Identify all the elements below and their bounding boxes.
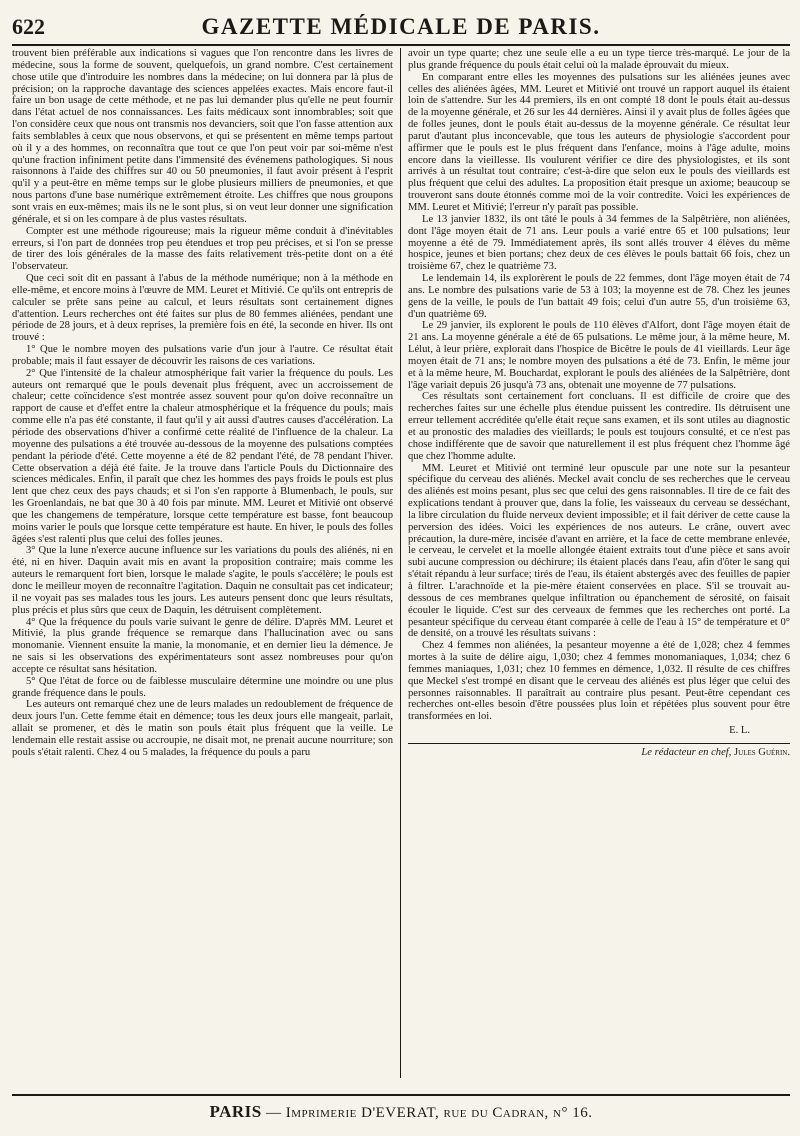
article-columns [12, 48, 790, 1078]
imprint-footer [12, 1094, 790, 1122]
paragraph: Chez 4 femmes non aliénées, la pesanteur moyenne a été de 1,028; chez 4 femmes mortes à la suite de délire aigu, 1,030; chez 4 femmes monomaniaques, 1,034; chez 6 femmes maniaques, 1,031; chez 10 femmes en démence, 1,032. Il résulte de ces chiffres que Meckel s'est trompé en disant que le cerveau des aliénés est plus léger que celui des personnes raisonnables. Il paraîtrait au contraire plus pesant. Peut-être cependant ces recherches ont-elles besoin d'être poussées plus loin et répétées plus souvent pour être transformées en loi. [408, 640, 790, 723]
paragraph: Ces résultats sont certainement fort concluans. Il est difficile de croire que des recherches faites sur une échelle plus étendue puissent les contredire. Ils détruisent une erreur tellement accréditée qu'elle était reçue sans examen, et ils sont utiles au diagnostic et au pronostic des maladies des vieillards; le pouls est toujours consulté, et ce n'est pas chose indifférente que de savoir que naturellement il est plus fréquent chez l'homme âgé que chez l'homme adulte. [408, 391, 790, 462]
page-number: 622 [12, 14, 45, 39]
paragraph: 5° Que l'état de force ou de faiblesse musculaire détermine une moindre ou une plus grande fréquence dans le pouls. [12, 675, 393, 699]
imprint-printer: Imprimerie D'EVERAT, rue du Cadran, n° 16. [285, 1105, 593, 1121]
paragraph: Le 13 janvier 1832, ils ont tâté le pouls à 34 femmes de la Salpêtrière, non aliénées, dont l'âge moyen était de 71 ans. Leur pouls a varié entre 65 et 100 pulsations; leur moyenne a été de 79. Immédiatement après, ils sont allés trouver 4 élèves du même hospice, jeunes et bien portans; chez deux de ces élèves le pouls battait 66 fois, chez un troisième 67, chez le quatrième 73. [408, 213, 790, 273]
paragraph: Le 29 janvier, ils explorent le pouls de 110 élèves d'Alfort, dont l'âge moyen était de 21 ans. La moyenne générale a été de 65 pulsations. Le même jour, à la même heure, M. Lélut, à leur prière, explorait dans l'hospice de Bicêtre le pouls de 41 vieillards. Leur âge moyen était de 71 ans; le nombre moyen des pulsations a été de 73. Enfin, le même jour et à la même heure, M. Bouchardat, explorant le pouls des aliénées de la Salpêtrière, dont l'âge variait depuis 26 jusqu'à 73 ans, obtenait une moyenne de 77 pulsations. [408, 320, 790, 391]
paragraph: avoir un type quarte; chez une seule elle a eu un type tierce très-marqué. Le jour de la plus grande fréquence du pouls était celui où la malade éprouvait du mieux. [408, 48, 790, 71]
journal-title: GAZETTE MÉDICALE DE PARIS. [201, 14, 601, 39]
editor-name: Jules Guérin. [734, 746, 790, 758]
paragraph: Compter est une méthode rigoureuse; mais la rigueur même conduit à d'inévitables erreurs, si l'on part de données trop peu étendues et trop peu précises, et si l'on se presse de tirer des lois générales de la masse des faits relativement très-petite dont on a été l'observateur. [12, 225, 393, 273]
paragraph: En comparant entre elles les moyennes des pulsations sur les aliénées jeunes avec celles des aliénées âgées, MM. Leuret et Mitivié ont trouvé un rapport auquel ils étaient loin de s'attendre. Sur les 44 premiers, ils en ont compté 18 dont le pouls était au-dessus de la moyenne générale, et 26 sur les 44 dernières. Ainsi il y avait plus de folles âgées que de folles jeunes, dont le pouls était au-dessus de la moyenne générale. Ce résultat leur parut d'autant plus inconcevable, que tous les auteurs de physiologie s'accordent pour affirmer que le pouls est le plus fréquent dans l'enfance, moins à l'âge adulte, moins encore dans la vieillesse. Ils voulurent vérifier ce dire des physiologistes, et ils sont arrivés à un résultat tout contraire; c'est-à-dire que selon eux le pouls des vieillards est plus fréquent que celui des adultes. La proposition était presque un axiome; beaucoup se trouveront sans doute étonnés comme moi de la voir contredite. Voici les expériences de MM. Leuret et Mitivié; l'erreur n'y paraît pas possible. [408, 71, 790, 213]
article-signature: E. L. [729, 725, 750, 737]
paragraph: Les auteurs ont remarqué chez une de leurs malades un redoublement de fréquence de deux jours l'un. Cette femme était en démence; tous les deux jours elle mangeait, parlait, allait se promener, et dès le matin son pouls était plus fréquent que la veille. Le lendemain elle restait assise ou accroupie, ne disait mot, ne prenait aucune nourriture; son pouls s'était ralenti. Chez 4 ou 5 malades, la fréquence du pouls a paru [12, 699, 393, 758]
paragraph: 4° Que la fréquence du pouls varie suivant le genre de délire. D'après MM. Leuret et Mitivié, la plus grande fréquence se remarque dans l'hallucination avec ou sans monomanie. Viennent ensuite la manie, la monomanie, et en dernier lieu la démence. Je ne sais si les observations des expérimentateurs sont assez nombreuses pour qu'on accepte ce résultat sans hésitation. [12, 616, 393, 675]
right-column [401, 48, 790, 1078]
imprint-city: PARIS [209, 1102, 262, 1121]
paragraph: 2° Que l'intensité de la chaleur atmosphérique fait varier la fréquence du pouls. Les auteurs ont remarqué que le pouls devenait plus fréquent, avec un accroissement de chaleur; cette coïncidence s'est montrée assez souvent pour qu'on doive reconnaître un rapport de cause et d'effet entre la chaleur atmosphérique et la fréquence du pouls; mais comme elle n'a pas été constante, il faut qu'il y ait aussi d'autres causes d'accélération. La période des observations d'hiver a confirmé cette réalité de l'influence de la chaleur. La moyenne des pulsations a été trouvée au-dessous de la moyenne des pulsations comptées pendant la période d'été. Cette moyenne a été de 82 pendant l'été, de 78 pendant l'hiver. Cette observation a déjà été faite. Je la trouve dans l'article Pouls du Dictionnaire des sciences médicales. Enfin, il paraît que chez les hommes des pays froids le pouls est plus lent que chez ceux des pays chauds; et si l'on s'en rapporte à Blumenbach, le pouls, sur les Groenlandais, ne bat que 30 à 40 fois par minute. MM. Leuret et Mitivié ont observé que les changemens de température, lorsque cette température est basse, font beaucoup moins varier le pouls que lorsque cette température est haute. En hiver, le pouls des folles âgées s'est ralenti plus que celui des folles jeunes. [12, 367, 393, 545]
paragraph: Le lendemain 14, ils explorèrent le pouls de 22 femmes, dont l'âge moyen était de 74 ans. Le nombre des pulsations varie de 53 à 103; la moyenne est de 78. Chez les jeunes gens de la veille, le pouls de l'un battait 49 fois; celui d'un autre 55, d'un troisième 63, d'un quatrième 69. [408, 273, 790, 320]
paragraph: 3° Que la lune n'exerce aucune influence sur les variations du pouls des aliénés, ni en été, ni en hiver. Daquin avait mis en avant la proposition contraire; mais comme les auteurs le remarquent fort bien, lorsque le malade s'agite, le pouls s'accélère; le pouls est donc le meilleur moyen de reconnaître l'agitation. Daquin ne consultait pas cet indicateur; il ne voyait pas ses malades tous les jours. Les auteurs pensent donc que leurs résultats, plus précis et plus sûrs que ceux de Daquin, les détruisent complètement. [12, 545, 393, 616]
paragraph: MM. Leuret et Mitivié ont terminé leur opuscule par une note sur la pesanteur spécifique du cerveau des aliénés. Meckel avait conclu de ses recherches que le cerveau des aliénés est moins pesant, plus sec que celui des gens raisonnables. Il tire de ce fait des explications tendant à prouver que, dans la folie, les vaisseaux du cerveau se desséchant, la libre circulation du fluide nerveux devient impossible; et il fait dériver de cette cause la perversion des idées. Voici les expériences de nos auteurs. Le crâne, ouvert avec précaution, la dure-mère, incisée d'avant en arrière, et la face de cette membrane enlevée, le cerveau, le cervelet et la moelle allongée étaient extraits tout d'une pièce et sans avoir subi aucune compression ou déchirure; ils étaient placés dans l'eau, afin d'ôter le sang qui s'était répandu à leur surface; tirés de l'eau, ils étaient abstergés avec des feuilles de papier à filtrer. L'arachnoïde et la pie-mère étaient conservées en place. S'il se trouvait au-dessous de ces membranes quelque infiltration ou épanchement de sérosité, on faisait écouler le liquide. C'est sur des cerveaux de femmes que les recherches ont porté. La pesanteur spécifique du cerveau étant comparée à celle de l'eau à 15° de température et 0° de densité, on a trouvé les résultats suivans : [408, 462, 790, 640]
paragraph: Que ceci soit dit en passant à l'abus de la méthode numérique; non à la méthode en elle-même, et encore moins à l'œuvre de MM. Leuret et Mitivié. Ce qu'ils ont entrepris de calculer se prête sans peine au calcul, et leurs résultats sont certainement dignes d'attention. Leurs recherches ont été faites sur plus de 80 femmes aliénées, pendant une période de 28 jours, et à deux reprises, la première fois en été, la seconde en hiver. Ils ont trouvé : [12, 273, 393, 344]
editor-credit [408, 743, 790, 759]
paragraph: 1° Que le nombre moyen des pulsations varie d'un jour à l'autre. Ce résultat était probable; mais il faut essayer de découvrir les raisons de ces variations. [12, 344, 393, 367]
paragraph: trouvent bien préférable aux indications si vagues que l'on rencontre dans les livres de médecine, sous la forme de souvent, quelquefois, un grand nombre. C'est certainement chose utile que d'introduire les nombres dans la médecine; on lui donnera par là plus de précision; on la rapproche davantage des sciences appelées exactes. Mais encore faut-il faire un bon usage de cette méthode, et ne pas lui demander plus qu'elle ne peut fournir dans l'état actuel de nos connaissances. Les faits médicaux sont innombrables; soit que l'on considère ceux que nous ont transmis nos devanciers, soit que l'on fasse attention aux faits semblables à ceux que nous observons, et qui se présentent en même temps partout où il y a des hommes, on reconnaîtra que tout ce que l'on peut voir par soi-même n'est qu'une fraction infiniment petite dans l'immensité des événemens pathologiques. Si nous raisonnons à l'aide des chiffres sur 40 ou 50 pneumonies, il faut avoir présent à l'esprit qu'il y a peut-être en même temps sur le globe plusieurs milliers de pneumonies, et que nous partons d'une base numérique extrêmement étroite. Les chiffres que nous groupons sont vrais en eux-mêmes; mais ils ne le sont plus, si on veut leur donner une signification générale, et si on les compare à de plus vastes résultats. [12, 48, 393, 225]
page-header [12, 0, 790, 46]
left-column [12, 48, 401, 1078]
imprint-dash: — [266, 1105, 282, 1121]
editor-label: Le rédacteur en chef, [641, 746, 732, 758]
